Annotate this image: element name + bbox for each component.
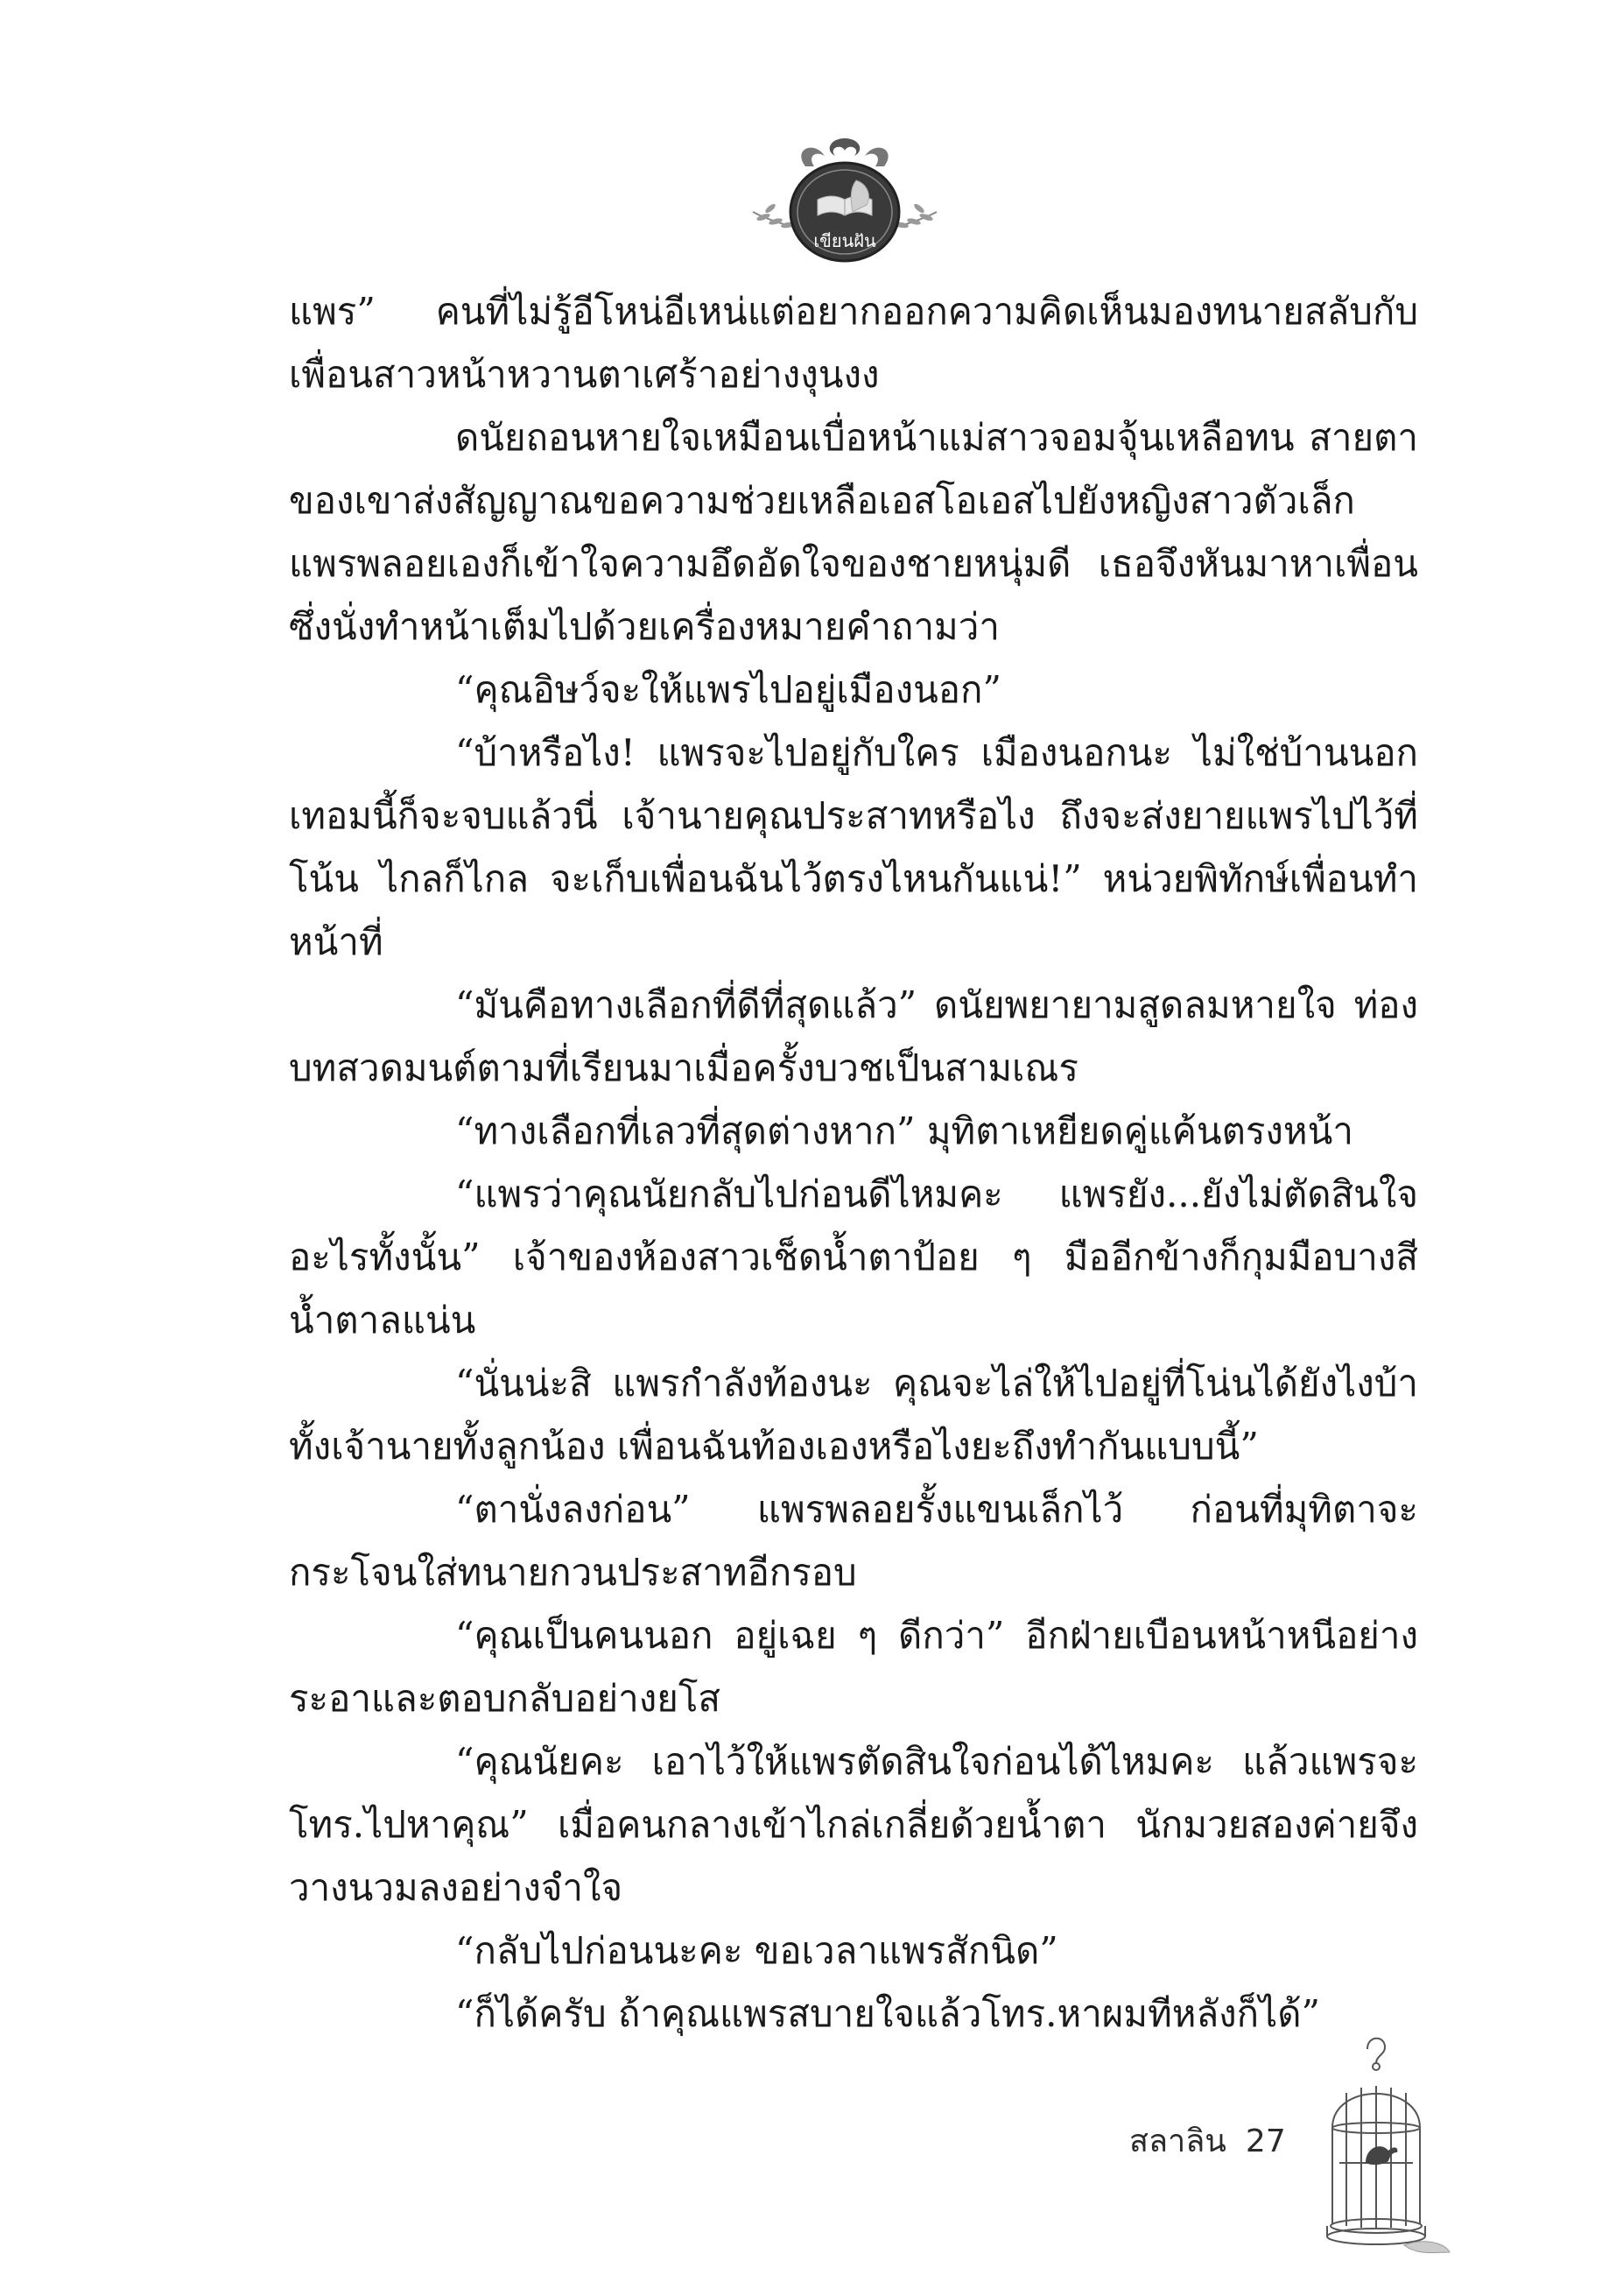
- story-paragraph: “แพรว่าคุณนัยกลับไปก่อนดีไหมคะ แพรยัง...ยังไม่ตัดสินใจอะไรทั้งนั้น” เจ้าของห้องสาวเช็ดน้ำตาป้อย ๆ มืออีกข้างก็กุมมือบางสีน้ำตาลแน่น: [289, 1173, 1418, 1342]
- story-paragraph: “คุณอิษว์จะให้แพรไปอยู่เมืองนอก”: [455, 668, 1001, 711]
- story-paragraph: “ตานั่งลงก่อน” แพรพลอยรั้งแขนเล็กไว้ ก่อนที่มุทิตาจะกระโจนใส่ทนายกวนประสาทอีกรอบ: [289, 1488, 1418, 1594]
- story-paragraph: แพร” คนที่ไม่รู้อีโหน่อีเหน่แต่อยากออกความคิดเห็นมองทนายสลับกับเพื่อนสาวหน้าหวานตาเศร้าอย่างงุนงง: [289, 290, 1418, 396]
- story-paragraph: “บ้าหรือไง! แพรจะไปอยู่กับใคร เมืองนอกนะ ไม่ใช่บ้านนอก เทอมนี้ก็จะจบแล้วนี่ เจ้านายคุณประสาทหรือไง ถึงจะส่งยายแพรไปไว้ที่โน้น ไกลก็ไกล จะเก็บเพื่อนฉันไว้ตรงไหนกันแน่!” หน่วยพิทักษ์เพื่อนทำหน้าที่: [289, 731, 1418, 963]
- open-book-quill-emblem-icon: [744, 131, 945, 271]
- story-body: [289, 280, 1418, 2049]
- story-paragraph: “นั่นน่ะสิ แพรกำลังท้องนะ คุณจะไล่ให้ไปอยู่ที่โน่นได้ยังไงบ้าทั้งเจ้านายทั้งลูกน้อง เพื่อนฉันท้องเองหรือไงยะถึงทำกันแบบนี้”: [289, 1362, 1418, 1468]
- story-paragraph: “กลับไปก่อนนะคะ ขอเวลาแพรสักนิด”: [455, 1929, 1058, 1972]
- birdcage-icon: [1313, 2032, 1453, 2268]
- story-paragraph: “ก็ได้ครับ ถ้าคุณแพรสบายใจแล้วโทร.หาผมทีหลังก็ได้”: [455, 1992, 1320, 2035]
- page-number: 27: [1245, 2123, 1286, 2159]
- running-book-title: สลาลิน: [1129, 2123, 1226, 2159]
- story-paragraph: “ทางเลือกที่เลวที่สุดต่างหาก” มุทิตาเหยียดคู่แค้นตรงหน้า: [455, 1109, 1353, 1152]
- svg-text:เขียนฝัน: เขียนฝัน: [813, 230, 876, 251]
- story-paragraph: “คุณนัยคะ เอาไว้ให้แพรตัดสินใจก่อนได้ไหมคะ แล้วแพรจะโทร.ไปหาคุณ” เมื่อคนกลางเข้าไกล่เกลี่ยด้วยน้ำตา นักมวยสองค่ายจึงวางนวมลงอย่างจำใจ: [289, 1740, 1418, 1909]
- story-paragraph: “คุณเป็นคนนอก อยู่เฉย ๆ ดีกว่า” อีกฝ่ายเบือนหน้าหนีอย่างระอาและตอบกลับอย่างยโส: [289, 1614, 1418, 1720]
- page-footer: [1129, 2116, 1296, 2168]
- story-paragraph: ดนัยถอนหายใจเหมือนเบื่อหน้าแม่สาวจอมจุ้นเหลือทน สายตาของเขาส่งสัญญาณขอความช่วยเหลือเอสโอเอสไปยังหญิงสาวตัวเล็ก แพรพลอยเองก็เข้าใจความอึดอัดใจของชายหนุ่มดี เธอจึงหันมาหาเพื่อนซึ่งนั่งทำหน้าเต็มไปด้วยเครื่องหมายคำถามว่า: [289, 416, 1418, 648]
- story-paragraph: “มันคือทางเลือกที่ดีที่สุดแล้ว” ดนัยพยายามสูดลมหายใจ ท่องบทสวดมนต์ตามที่เรียนมาเมื่อครั้งบวชเป็นสามเณร: [289, 983, 1418, 1089]
